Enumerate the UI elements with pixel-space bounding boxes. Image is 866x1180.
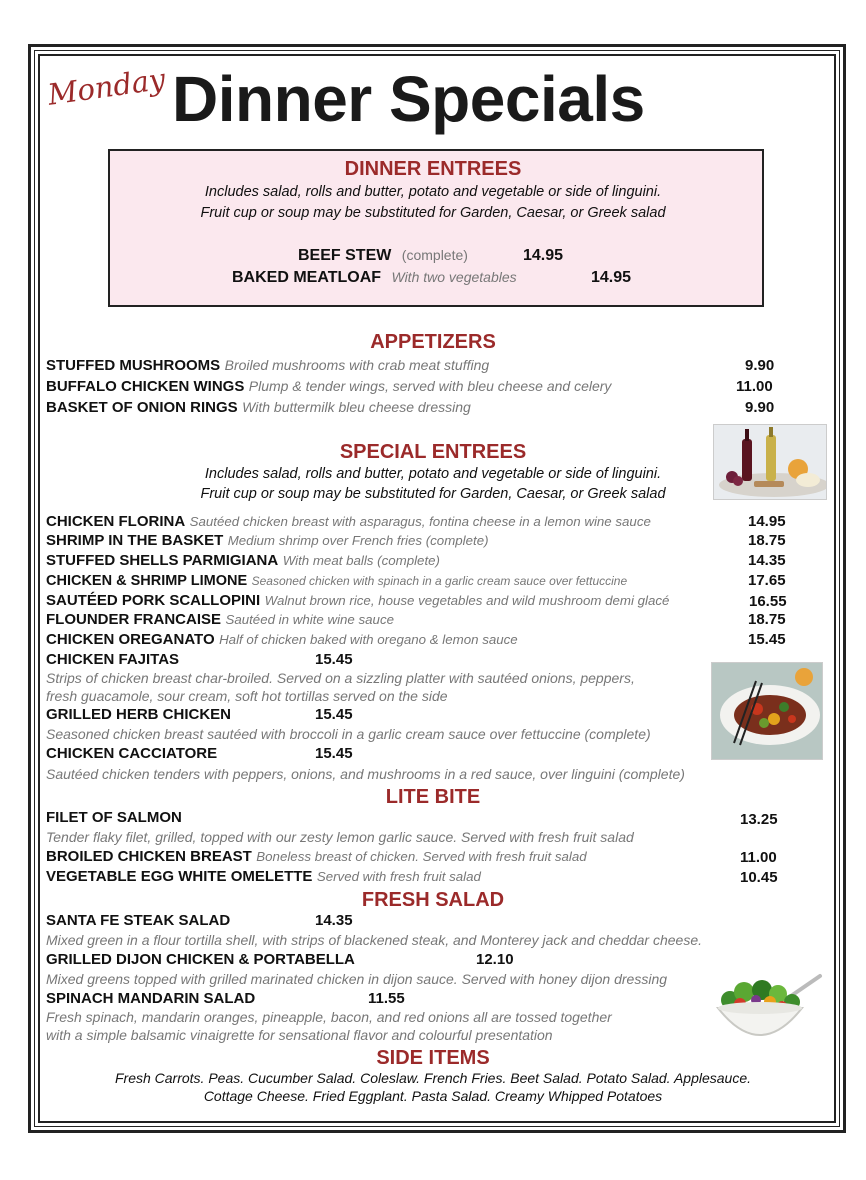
list-item [46, 706, 231, 724]
item-price: 12.10 [476, 951, 514, 968]
item-name: BAKED MEATLOAF [232, 269, 382, 286]
item-name: STUFFED MUSHROOMS [46, 357, 221, 374]
item-price: 18.75 [748, 611, 786, 628]
list-item [46, 357, 489, 375]
item-desc: Mixed green in a flour tortilla shell, with strips of blackened steak, and Monterey jack and cheddar cheese. [46, 932, 703, 948]
special-entrees-note-2: Fruit cup or soup may be substituted for Garden, Caesar, or Greek salad [200, 486, 666, 502]
item-desc: Sautéed in white wine sauce [225, 612, 394, 627]
list-item [46, 951, 355, 969]
list-item [46, 513, 651, 531]
list-item [46, 592, 669, 610]
item-desc: fresh guacamole, sour cream, soft hot tortillas served on the side [46, 688, 448, 704]
list-item [46, 990, 255, 1008]
list-item [46, 378, 611, 396]
list-item [232, 269, 517, 287]
item-price: 14.95 [523, 247, 564, 264]
item-desc: Sautéed chicken tenders with peppers, onions, and mushrooms in a red sauce, over linguini (complete) [46, 766, 685, 782]
item-desc: Strips of chicken breast char-broiled. Served on a sizzling platter with sautéed onions, peppers, [46, 670, 635, 686]
item-price: 11.55 [368, 990, 405, 1007]
item-name: STUFFED SHELLS PARMIGIANA [46, 552, 279, 569]
item-desc: with a simple balsamic vinaigrette for sensational flavor and colourful presentation [46, 1027, 553, 1043]
item-name: CHICKEN CACCIATORE [46, 745, 218, 762]
item-price: 15.45 [748, 631, 786, 648]
item-price: 10.45 [740, 869, 778, 886]
item-name: VEGETABLE EGG WHITE OMELETTE [46, 868, 313, 885]
item-price: 18.75 [748, 532, 786, 549]
dinner-entrees-note-2: Fruit cup or soup may be substituted for Garden, Caesar, or Greek salad [200, 205, 666, 221]
item-price: 13.25 [740, 811, 778, 828]
dinner-entrees-heading: DINNER ENTREES [344, 158, 522, 180]
item-price: 14.95 [591, 269, 632, 286]
list-item [298, 247, 468, 265]
side-items-line-1: Fresh Carrots. Peas. Cucumber Salad. Coleslaw. French Fries. Beet Salad. Potato Salad. Applesauce. [114, 1070, 751, 1086]
special-entrees-note-1: Includes salad, rolls and butter, potato and vegetable or side of linguini. [204, 466, 662, 482]
item-name: SHRIMP IN THE BASKET [46, 532, 224, 549]
item-name: GRILLED DIJON CHICKEN & PORTABELLA [46, 951, 355, 968]
item-name: CHICKEN FLORINA [46, 513, 186, 530]
item-desc: Medium shrimp over French fries (complete) [227, 533, 489, 548]
page-title: Dinner Specials [172, 63, 645, 135]
item-desc: Seasoned chicken with spinach in a garlic cream sauce over fettuccine [251, 574, 628, 588]
item-price: 9.90 [745, 357, 775, 374]
special-entrees-heading: SPECIAL ENTREES [339, 441, 527, 463]
item-name: FILET OF SALMON [46, 809, 182, 826]
item-desc: (complete) [401, 247, 468, 263]
fresh-salad-heading: FRESH SALAD [361, 889, 505, 911]
item-price: 9.90 [745, 399, 775, 416]
item-desc: Half of chicken baked with oregano & lemon sauce [219, 632, 518, 647]
item-name: FLOUNDER FRANCAISE [46, 611, 221, 628]
item-name: SANTA FE STEAK SALAD [46, 912, 231, 929]
item-name: CHICKEN & SHRIMP LIMONE [46, 573, 248, 589]
list-item [46, 572, 627, 590]
appetizers-heading: APPETIZERS [370, 331, 496, 353]
lite-bite-heading: LITE BITE [385, 786, 481, 808]
list-item [46, 552, 440, 570]
dinner-entrees-note-1: Includes salad, rolls and butter, potato and vegetable or side of linguini. [204, 184, 662, 200]
side-items-line-2: Cottage Cheese. Fried Eggplant. Pasta Salad. Creamy Whipped Potatoes [203, 1088, 663, 1104]
list-item [46, 912, 230, 930]
item-desc: Boneless breast of chicken. Served with fresh fruit salad [256, 849, 587, 864]
side-items-heading: SIDE ITEMS [376, 1047, 490, 1069]
item-desc: Fresh spinach, mandarin oranges, pineapple, bacon, and red onions all are tossed together [46, 1009, 612, 1025]
item-name: BEEF STEW [298, 247, 392, 264]
item-desc: Mixed greens topped with grilled marinated chicken in dijon sauce. Served with honey dijon dressing [46, 971, 668, 987]
item-desc: Seasoned chicken breast sautéed with broccoli in a garlic cream sauce over fettuccine (complete) [46, 726, 651, 742]
item-price: 15.45 [315, 651, 353, 668]
item-name: CHICKEN FAJITAS [46, 651, 180, 668]
item-price: 11.00 [740, 849, 777, 866]
list-item [46, 651, 179, 669]
item-name: CHICKEN OREGANATO [46, 631, 215, 648]
list-item [46, 868, 481, 886]
item-price: 17.65 [748, 572, 786, 589]
item-price: 14.35 [315, 912, 353, 929]
item-desc: Sautéed chicken breast with asparagus, fontina cheese in a lemon wine sauce [189, 514, 651, 529]
item-price: 15.45 [315, 745, 353, 762]
list-item [46, 399, 471, 417]
list-item [46, 532, 489, 550]
list-item [46, 745, 217, 763]
item-desc: Broiled mushrooms with crab meat stuffing [224, 357, 490, 373]
item-price: 15.45 [315, 706, 353, 723]
list-item [46, 611, 394, 629]
item-desc: With meat balls (complete) [282, 553, 440, 568]
list-item [46, 631, 518, 649]
list-item [46, 809, 182, 827]
fajitas-plate-photo [711, 662, 823, 760]
item-name: SAUTÉED PORK SCALLOPINI [46, 592, 261, 609]
list-item [46, 848, 587, 866]
item-price: 14.35 [748, 552, 786, 569]
item-price: 16.55 [749, 593, 787, 610]
item-desc: Served with fresh fruit salad [316, 869, 481, 884]
item-name: BROILED CHICKEN BREAST [46, 848, 252, 865]
item-name: SPINACH MANDARIN SALAD [46, 990, 256, 1007]
item-price: 14.95 [748, 513, 786, 530]
item-desc: Walnut brown rice, house vegetables and wild mushroom demi glacé [264, 593, 670, 608]
item-desc: Tender flaky filet, grilled, topped with our zesty lemon garlic sauce. Served with fresh fruit salad [46, 829, 634, 845]
item-desc: Plump & tender wings, served with bleu cheese and celery [248, 378, 612, 394]
item-name: GRILLED HERB CHICKEN [46, 706, 232, 723]
item-name: BUFFALO CHICKEN WINGS [46, 378, 245, 395]
day-label: Monday [45, 61, 168, 112]
item-desc: With two vegetables [391, 269, 517, 285]
item-desc: With buttermilk bleu cheese dressing [242, 399, 471, 415]
salad-bowl-illustration [712, 970, 824, 1056]
item-price: 11.00 [736, 378, 773, 395]
item-name: BASKET OF ONION RINGS [46, 399, 238, 416]
